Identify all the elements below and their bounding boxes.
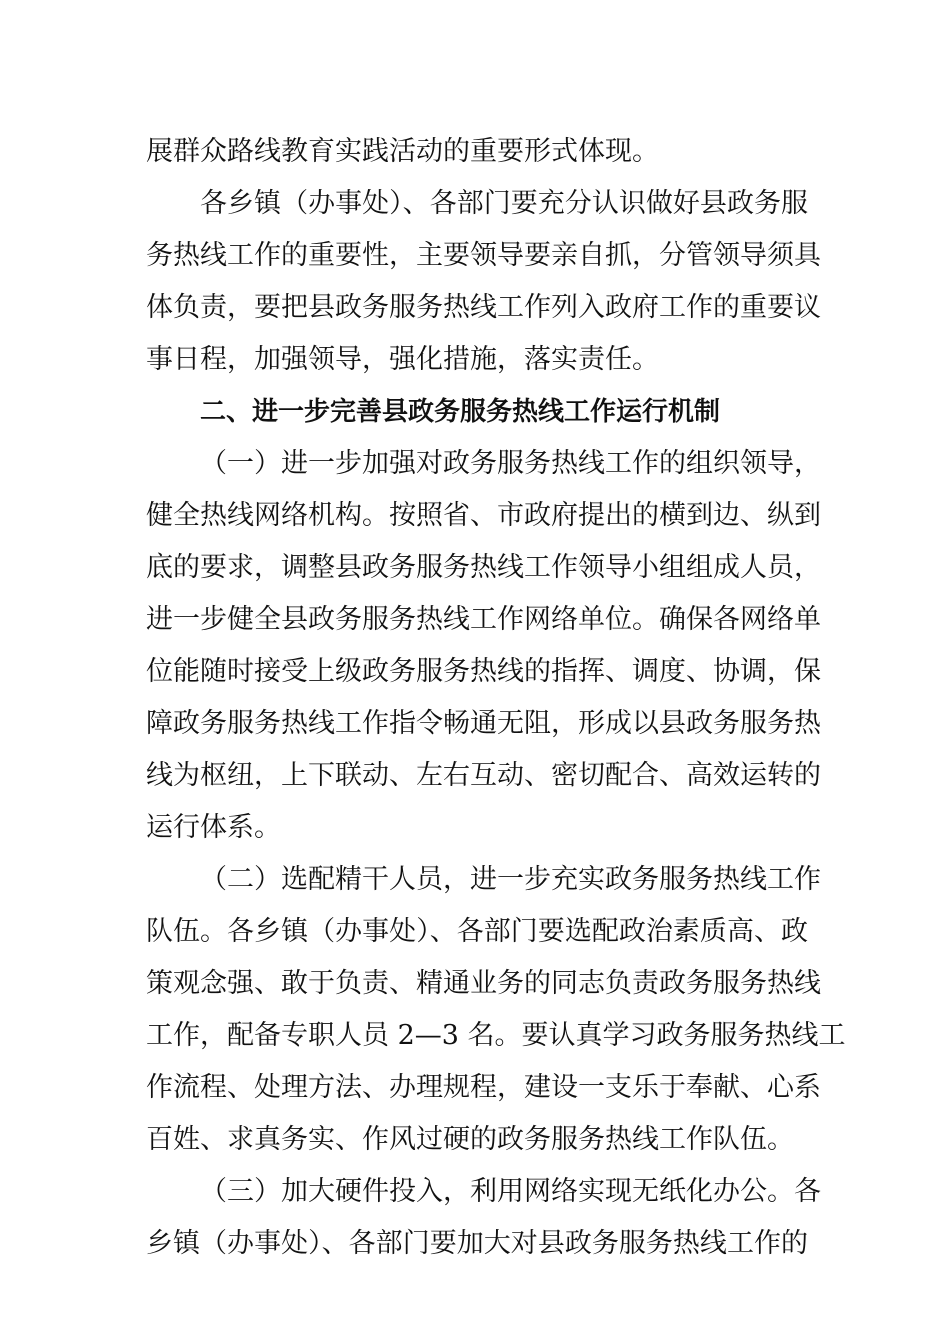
text-line: （三）加大硬件投入，利用网络实现无纸化办公。各	[200, 1176, 821, 1207]
text-line: 工作，配备专职人员 2—3 名。要认真学习政务服务热线工	[146, 1020, 846, 1051]
body-text	[146, 126, 846, 1270]
text-line: 策观念强、敢于负责、精通业务的同志负责政务服务热线	[146, 968, 821, 999]
text-line: 作流程、处理方法、办理规程，建设一支乐于奉献、心系	[146, 1072, 821, 1103]
text-line: （二）选配精干人员，进一步充实政务服务热线工作	[200, 864, 821, 895]
text-line: 底的要求，调整县政务服务热线工作领导小组组成人员，	[146, 552, 821, 583]
text-line: 展群众路线教育实践活动的重要形式体现。	[146, 136, 659, 167]
text-line: 位能随时接受上级政务服务热线的指挥、调度、协调，保	[146, 656, 821, 687]
text-line: 乡镇（办事处）、各部门要加大对县政务服务热线工作的	[146, 1228, 808, 1259]
text-line: 健全热线网络机构。按照省、市政府提出的横到边、纵到	[146, 500, 821, 531]
text-line: 百姓、求真务实、作风过硬的政务服务热线工作队伍。	[146, 1124, 794, 1155]
text-line: 线为枢纽，上下联动、左右互动、密切配合、高效运转的	[146, 760, 821, 791]
text-line: 务热线工作的重要性，主要领导要亲自抓，分管领导须具	[146, 240, 821, 271]
text-line: 各乡镇（办事处）、各部门要充分认识做好县政务服	[200, 188, 808, 219]
text-line: 事日程，加强领导，强化措施，落实责任。	[146, 344, 659, 375]
text-line: 体负责，要把县政务服务热线工作列入政府工作的重要议	[146, 292, 821, 323]
text-line: 运行体系。	[146, 812, 281, 843]
text-line: 障政务服务热线工作指令畅通无阻，形成以县政务服务热	[146, 708, 821, 739]
text-line: 进一步健全县政务服务热线工作网络单位。确保各网络单	[146, 604, 821, 635]
text-line: 队伍。各乡镇（办事处）、各部门要选配政治素质高、政	[146, 916, 808, 947]
section-heading: 二、进一步完善县政务服务热线工作运行机制	[200, 397, 721, 427]
text-line: （一）进一步加强对政务服务热线工作的组织领导，	[200, 448, 821, 479]
